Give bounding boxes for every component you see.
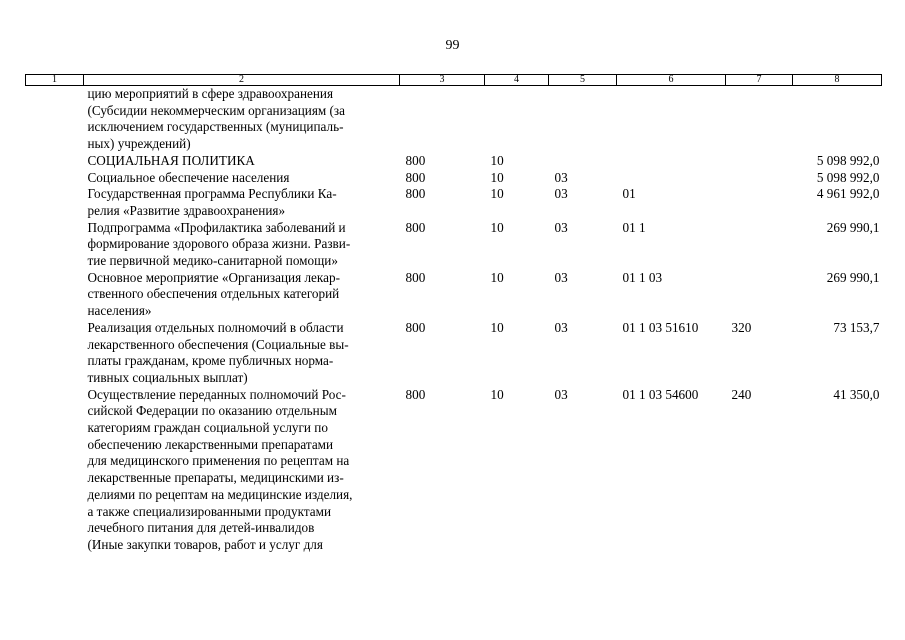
column-header: 4	[485, 75, 549, 86]
amount: 4 961 992,0	[816, 186, 880, 202]
ministry-code: 800	[405, 386, 426, 402]
description-line: а также специализированными продуктами	[87, 503, 332, 519]
subsection-code: 03	[554, 269, 568, 285]
section-code: 10	[490, 186, 504, 202]
column-1-cell	[26, 270, 84, 320]
table-row	[26, 86, 882, 153]
description-line: (Субсидии некоммерческим организациям (за	[87, 102, 345, 118]
column-header: 8	[793, 75, 882, 86]
budget-table	[25, 74, 882, 554]
subsection-code	[549, 86, 617, 153]
column-1-cell	[26, 170, 84, 187]
subsection-code	[549, 153, 617, 170]
row-description	[84, 153, 400, 170]
description-line: ственного обеспечения отдельных категорий	[87, 286, 340, 302]
description-line: для медицинского применения по рецептам на	[87, 453, 350, 469]
row-description	[84, 186, 400, 219]
amount: 5 098 992,0	[816, 152, 880, 168]
table-row	[26, 220, 882, 270]
subsection-code: 03	[554, 169, 568, 185]
description-line: тие первичной медико-санитарной помощи»	[87, 253, 338, 269]
section-code: 10	[490, 386, 504, 402]
row-description	[84, 270, 400, 320]
description-line: сийской Федерации по оказанию отдельным	[87, 403, 337, 419]
target-article-code: 01 1 03 54600	[622, 386, 699, 402]
amount: 5 098 992,0	[816, 169, 880, 185]
ministry-code: 800	[405, 319, 426, 335]
description-line: Государственная программа Республики Ка-	[87, 186, 337, 202]
description-line: (Иные закупки товаров, работ и услуг для	[87, 536, 323, 552]
table-row	[26, 170, 882, 187]
expense-type-code: 240	[731, 386, 752, 402]
description-line: обеспечению лекарственными препаратами	[87, 436, 334, 452]
amount	[793, 86, 882, 153]
description-line: лечебного питания для детей-инвалидов	[87, 520, 315, 536]
column-1-cell	[26, 387, 84, 554]
expense-type-code	[726, 86, 793, 153]
description-line: Реализация отдельных полномочий в области	[87, 319, 344, 335]
description-line: делиями по рецептам на медицинские изделия,	[87, 486, 353, 502]
column-header: 2	[84, 75, 400, 86]
description-line: Социальное обеспечение населения	[87, 169, 290, 185]
amount: 73 153,7	[833, 319, 880, 335]
column-1-cell	[26, 86, 84, 153]
ministry-code: 800	[405, 186, 426, 202]
row-description	[84, 170, 400, 187]
target-article-code: 01	[622, 186, 636, 202]
description-line: категориям граждан социальной услуги по	[87, 420, 328, 436]
target-article-code	[617, 86, 726, 153]
description-line: Подпрограмма «Профилактика заболеваний и	[87, 219, 346, 235]
description-line: Основное мероприятие «Организация лекар-	[87, 269, 340, 285]
section-code: 10	[490, 169, 504, 185]
subsection-code: 03	[554, 219, 568, 235]
expense-type-code	[726, 270, 793, 320]
section-code	[485, 86, 549, 153]
section-code: 10	[490, 269, 504, 285]
ministry-code: 800	[405, 169, 426, 185]
table-row	[26, 186, 882, 219]
subsection-code: 03	[554, 186, 568, 202]
column-1-cell	[26, 320, 84, 387]
column-header: 7	[726, 75, 793, 86]
target-article-code: 01 1	[622, 219, 646, 235]
expense-type-code	[726, 153, 793, 170]
target-article-code	[617, 153, 726, 170]
table-row	[26, 270, 882, 320]
row-description	[84, 86, 400, 153]
ministry-code: 800	[405, 152, 426, 168]
table-row	[26, 153, 882, 170]
section-code: 10	[490, 152, 504, 168]
amount: 41 350,0	[833, 386, 880, 402]
description-line: цию мероприятий в сфере здравоохранения	[87, 86, 334, 101]
description-line: населения»	[87, 303, 152, 319]
ministry-code	[400, 86, 485, 153]
column-header: 3	[400, 75, 485, 86]
expense-type-code: 320	[731, 319, 752, 335]
column-header: 5	[549, 75, 617, 86]
column-header: 1	[26, 75, 84, 86]
expense-type-code	[726, 170, 793, 187]
section-code: 10	[490, 219, 504, 235]
subsection-code: 03	[554, 319, 568, 335]
row-description	[84, 387, 400, 554]
target-article-code: 01 1 03 51610	[622, 319, 699, 335]
ministry-code: 800	[405, 269, 426, 285]
column-header: 6	[617, 75, 726, 86]
column-number-row	[26, 75, 882, 86]
description-line: исключением государственных (муниципаль-	[87, 119, 344, 135]
description-line: лекарственные препараты, медицинскими из-	[87, 470, 344, 486]
column-1-cell	[26, 186, 84, 219]
description-line: релия «Развитие здравоохранения»	[87, 202, 286, 218]
description-line: СОЦИАЛЬНАЯ ПОЛИТИКА	[87, 152, 255, 168]
subsection-code: 03	[554, 386, 568, 402]
column-1-cell	[26, 220, 84, 270]
description-line: лекарственного обеспечения (Социальные вы-	[87, 336, 349, 352]
expense-type-code	[726, 186, 793, 219]
column-1-cell	[26, 153, 84, 170]
target-article-code	[617, 170, 726, 187]
description-line: Осуществление переданных полномочий Рос-	[87, 386, 346, 402]
target-article-code: 01 1 03	[622, 269, 663, 285]
expense-type-code	[726, 220, 793, 270]
table-row	[26, 320, 882, 387]
description-line: тивных социальных выплат)	[87, 369, 248, 385]
page-number: 99	[445, 38, 460, 53]
amount: 269 990,1	[826, 219, 880, 235]
section-code: 10	[490, 319, 504, 335]
description-line: платы гражданам, кроме публичных норма-	[87, 353, 334, 369]
description-line: формирование здорового образа жизни. Разви-	[87, 236, 351, 252]
row-description	[84, 220, 400, 270]
row-description	[84, 320, 400, 387]
amount: 269 990,1	[826, 269, 880, 285]
ministry-code: 800	[405, 219, 426, 235]
table-row	[26, 387, 882, 554]
description-line: ных) учреждений)	[87, 136, 191, 152]
